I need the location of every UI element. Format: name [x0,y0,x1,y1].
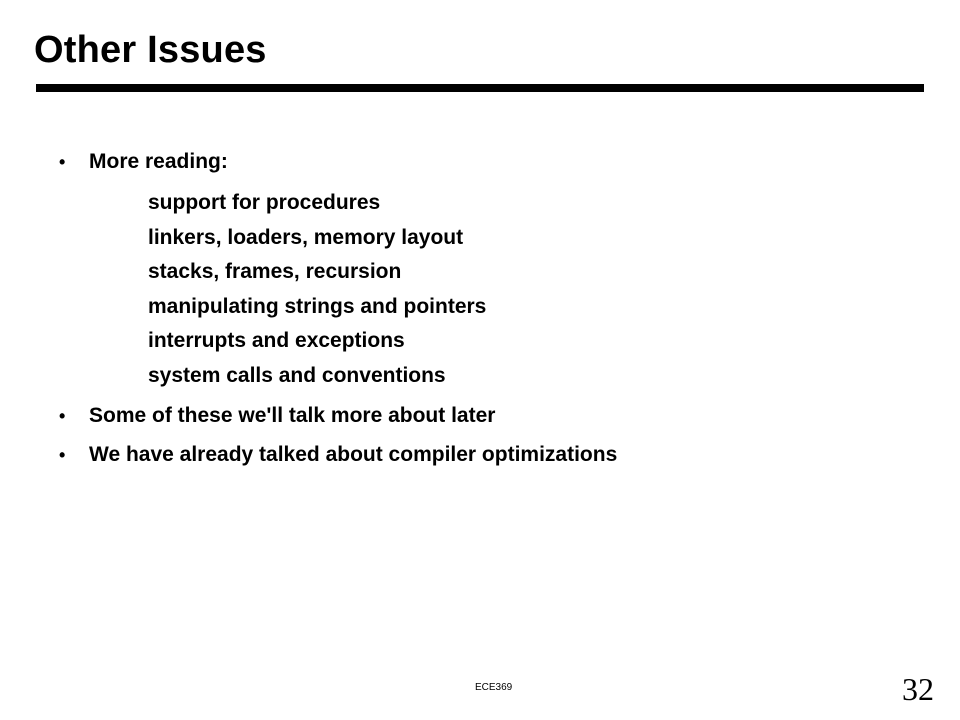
bullet-text: Some of these we'll talk more about later [89,404,496,427]
reading-item: stacks, frames, recursion [148,260,402,283]
slide-title: Other Issues [34,29,267,71]
bullet-compiler-optimizations [59,441,617,469]
bullet-dot-icon: • [59,406,66,426]
bullet-text: We have already talked about compiler optimizations [89,443,618,466]
bullet-text: More reading: [89,150,228,173]
bullet-more-reading [59,148,228,176]
bullet-dot-icon: • [59,152,66,172]
reading-item: linkers, loaders, memory layout [148,225,464,249]
reading-item: system calls and conventions [148,363,446,387]
page-number: 32 [902,671,934,707]
reading-item: support for procedures [148,191,381,214]
bullet-talk-later [59,402,495,430]
reading-list [148,186,486,393]
reading-item: interrupts and exceptions [148,329,405,352]
bullet-dot-icon: • [59,445,66,465]
reading-item: manipulating strings and pointers [148,294,487,318]
title-divider [36,84,924,92]
course-label: ECE369 [475,682,513,693]
